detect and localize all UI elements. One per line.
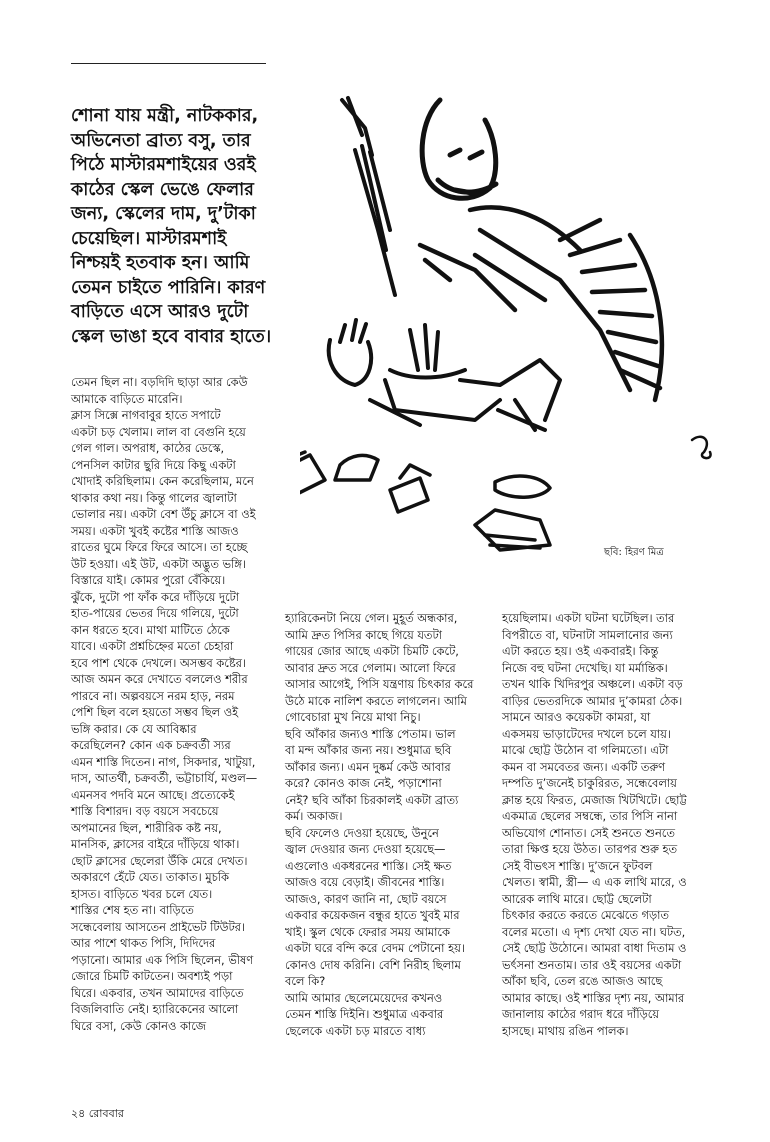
text-line: কান ধরতে হবে। মাথা মাটিতে ঠেকে xyxy=(71,622,230,637)
teacher-head xyxy=(422,100,496,198)
text-line: বিজলিবাতি নেই। হ্যারিকেনের আলো xyxy=(71,1002,239,1016)
text-line: খাই। স্কুল থেকে ফেরার সময় আমাকে xyxy=(285,924,450,939)
text-line: বলে কি? xyxy=(285,974,326,988)
text-line: করে? কোনও কাজ নেই, পড়াশোনা xyxy=(285,776,442,790)
text-line: সেই বীভৎস শাস্তি। দু’জনে ফুটবল xyxy=(502,858,653,873)
text-line: ঝুঁকে, দুটো পা ফাঁক করে দাঁড়িয়ে দুটো xyxy=(71,589,240,604)
text-line: সময়। একটা খুবই কষ্টের শাস্তি আজও xyxy=(71,523,239,538)
text-line: আমাকে বাড়িতে মারেনি। xyxy=(71,391,183,406)
text-line: আর পাশে থাকত পিসি, দিদিদের xyxy=(71,936,216,950)
text-line: ছবি আঁকার জন্যও শাস্তি পেতাম। ভাল xyxy=(285,726,456,741)
text-line: আঁকা ছবি, তেল রঙে আজও আছে xyxy=(502,974,663,988)
text-line: সেই ছোট্ট উঠোনে। আমরা বাধা দিতাম ও xyxy=(502,941,687,955)
text-line: দাস, আতর্থী, চক্রবর্তী, ভট্টাচার্যি, মণ্ডল— xyxy=(71,771,258,785)
text-line: জ্বাল দেওয়ার জন্য দেওয়া হয়েছে— xyxy=(285,842,446,856)
top-rule xyxy=(71,63,266,64)
text-line: ছোট ক্লাসের ছেলেরা উঁকি মেরে দেখত। xyxy=(71,853,248,868)
text-line: স্কেল ভাঙা হবে বাবার হাতে। xyxy=(71,326,272,347)
signature-mark xyxy=(692,437,711,458)
text-line: সন্ধেবেলায় আসতেন প্রাইভেট টিউটর। xyxy=(71,919,246,934)
text-line: বা মন্দ আঁকার জন্য নয়। শুধুমাত্র ছবি xyxy=(285,743,452,757)
text-line: নিশ্চয়ই হতবাক হন। আমি xyxy=(71,253,250,273)
raised-arm xyxy=(342,98,395,295)
text-line: বাড়ির ভেতরদিকে আমার দু’কামরা ঠেক। xyxy=(502,693,683,708)
text-line: কর্ম। অকাজ। xyxy=(285,809,343,823)
page-footer: ২৪ রোববার xyxy=(71,1107,124,1120)
text-line: তেমন শাস্তি দিইনি। শুধুমাত্র একবার xyxy=(285,1007,444,1021)
text-line: উট হওয়া। এই উট, একটা অদ্ভুত ভঙ্গি। xyxy=(71,556,246,571)
text-line: হয়েছিলাম। একটা ঘটনা ঘটেছিল। তার xyxy=(502,611,675,625)
text-line: ভর্ৎসনা শুনতাম। তার ওই বয়সের একটা xyxy=(502,957,682,972)
text-line: অভিনেতা ব্রাত্য বসু, তার xyxy=(71,130,251,151)
text-line: আমি আমার ছেলেমেয়েদের কখনও xyxy=(285,990,443,1005)
text-line: চেয়েছিল। মাস্টারমশাই xyxy=(71,228,227,249)
text-line: একবার কয়েকজন বন্ধুর হাতে খুবই মার xyxy=(285,908,460,922)
text-line: পেশি ছিল বলে হয়তো সম্ভব ছিল ওই xyxy=(71,705,239,719)
text-line: চিৎকার করতে করতে মেঝেতে গড়াত xyxy=(502,908,669,922)
text-line: একমাত্র ছেলের সম্বন্ধে, তার পিসি নানা xyxy=(502,809,678,823)
text-line: বাড়িতে এসে আরও দুটো xyxy=(71,302,249,322)
pull-quote xyxy=(71,104,311,349)
scattered-books xyxy=(300,452,550,550)
illustration xyxy=(300,80,740,560)
text-line: পেনসিল কাটার ছুরি দিয়ে কিছু একটা xyxy=(71,457,236,472)
text-line: রাতের ঘুমে ফিরে ফিরে আসে। তা হচ্ছে xyxy=(71,540,248,554)
text-line: আসার আগেই, পিসি যন্ত্রণায় চিৎকার করে xyxy=(285,677,474,691)
text-line: যাবে। একটা প্রশ্নচিহ্নের মতো চেহারা xyxy=(71,639,234,653)
text-line: পিঠে মাস্টারমশাইয়ের ওরই xyxy=(71,155,256,175)
text-line: আজও, কারণ জানি না, ছোট বয়সে xyxy=(285,891,447,906)
text-line: থাকার কথা নয়। কিন্তু গালের জ্বালাটা xyxy=(71,490,237,505)
text-line: জন্য, স্কেলের দাম, দু’টাকা xyxy=(71,204,256,224)
text-line: এমন শাস্তি দিতেন। নাগ, সিকদার, খাটুয়া, xyxy=(71,754,256,769)
text-line: আরেক লাথি মারে। ছোট্ট ছেলেটা xyxy=(502,891,652,906)
text-line: তেমন ছিল না। বড়দিদি ছাড়া আর কেউ xyxy=(71,375,248,389)
text-line: কোনও দোষ করিনি। বেশি নিরীহ ছিলাম xyxy=(285,957,461,972)
text-line: এটা করতে হয়। ওই একবারই। কিন্তু xyxy=(502,644,659,658)
text-line: অপমানের ছিল, শারীরিক কষ্ট নয়, xyxy=(71,820,222,835)
text-line: ভোলার নয়। একটা বেশ উঁচু ক্লাসে বা ওই xyxy=(71,507,256,521)
text-line: মাঝে ছোট্ট উঠোন বা গলিমতো। এটা xyxy=(502,743,669,757)
text-line: খোদাই করিছিলাম। কেন করেছিলাম, মনে xyxy=(71,474,254,488)
text-line: তেমন চাইতে পারিনি। কারণ xyxy=(71,277,266,298)
text-line: বিস্তারে যাই। কোমর পুরো বেঁকিয়ে। xyxy=(71,573,226,587)
text-line: একটা ঘরে বন্দি করে বেদম পেটানো হয়। xyxy=(285,941,465,955)
text-line: আমার কাছে। ওই শাস্তির দৃশ্য নয়, আমার xyxy=(502,990,685,1005)
text-line: আজও বয়ে বেড়াই। জীবনের শাস্তি। xyxy=(285,875,445,889)
text-line: একসময় ভাড়াটেদের দখলে চলে যায়। xyxy=(502,726,671,741)
text-line: দম্পতি দু’জনেই চাকুরিরত, সন্ধেবেলায় xyxy=(502,776,677,790)
text-line: মানসিক, ক্লাসের বাইরে দাঁড়িয়ে থাকা। xyxy=(71,837,240,851)
text-line: গোবেচারা মুখ নিয়ে মাথা নিচু। xyxy=(285,710,421,724)
text-line: হাসত। বাড়িতে খবর চলে যেত। xyxy=(71,886,213,901)
text-line: গায়ের জোর আছে একটা চিমটি কেটে, xyxy=(285,644,459,658)
text-line: অভিযোগ শোনাত। সেই শুনতে শুনতে xyxy=(502,825,675,840)
text-line: জানালায় কাঠের গরাদ ধরে দাঁড়িয়ে xyxy=(502,1007,659,1021)
text-line: হবে পাশ থেকে দেখলে। অসম্ভব কষ্টের। xyxy=(71,655,246,670)
text-line: আঁকার জন্য। এমন দুষ্কর্ম কেউ আবার xyxy=(285,759,451,774)
text-line: কমন বা সমবেতর জন্য। একটি তরুণ xyxy=(502,759,666,774)
text-line: পারবে না। অল্পবয়সে নরম হাড়, নরম xyxy=(71,688,235,703)
text-line: তখন থাকি খিদিরপুর অঞ্চলে। একটা বড় xyxy=(502,677,683,691)
text-line: কাঠের স্কেল ভেঙে ফেলার xyxy=(71,179,254,200)
text-line: বলের মতো। এ দৃশ্য দেখা যেত না। ঘটত, xyxy=(502,924,686,939)
text-line: করেছিলেন? কোন এক চক্রবর্তী স্যর xyxy=(71,738,231,752)
text-line: ছেলেকে একটা চড় মারতে বাধ্য xyxy=(285,1023,426,1038)
article-column-3 xyxy=(502,610,707,1039)
text-line: নিজে বহু ঘটনা দেখেছি। যা মর্মান্তিক। xyxy=(502,660,668,675)
text-line: ভঙ্গি করার। কে যে আবিষ্কার xyxy=(71,721,197,736)
text-line: শাস্তি বিশারদ। বড় বয়সে সবচেয়ে xyxy=(71,804,219,818)
illustration-credit: ছবি: হিরণ মিত্র xyxy=(604,547,664,558)
text-line: ঘিরে বসা, কেউ কোনও কাজে xyxy=(71,1018,206,1033)
article-column-2 xyxy=(285,610,490,1039)
text-line: এমনসব পদবি মনে আছে। প্রত্যেকেই xyxy=(71,787,235,802)
text-line: গেল গাল। অপরাধ, কাঠের ডেস্কে, xyxy=(71,441,225,455)
text-line: অকারণে হেঁটে যেত। তাকাত। মুচকি xyxy=(71,870,229,884)
text-line: বিপরীতে বা, ঘটনাটা সামলানোর জন্য xyxy=(502,627,673,642)
text-line: আবার দ্রুত সরে গেলাম। আলো ফিরে xyxy=(285,660,456,675)
text-line: এগুলোও একধরনের শাস্তি। সেই ক্ষত xyxy=(285,858,452,873)
text-line: সামনে আরও কয়েকটা কামরা, যা xyxy=(502,710,651,724)
text-line: ছবি ফেলেও দেওয়া হয়েছে, উনুনে xyxy=(285,825,439,840)
text-line: আমি দ্রুত পিসির কাছে গিয়ে যতটা xyxy=(285,627,442,642)
text-line: শাস্তির শেষ হত না। বাড়িতে xyxy=(71,903,194,917)
text-line: ক্লাস সিক্সে নাগবাবুর হাতে সপাটে xyxy=(71,408,221,422)
text-line: আজ অমন করে দেখাতে বললেও শরীর xyxy=(71,672,248,686)
text-line: হাত-পায়ের ভেতর দিয়ে গলিয়ে, দুটো xyxy=(71,606,239,620)
child-figure xyxy=(329,320,560,430)
article-column-1 xyxy=(71,374,276,1034)
text-line: উঠে মাকে নালিশ করতে লাগলেন। আমি xyxy=(285,693,467,708)
text-line: জোরে চিমটি কাটতেন। অবশ্যই পড়া xyxy=(71,969,233,983)
text-line: খেলত। স্বামী, স্ত্রী— এ এক লাথি মারে, ও xyxy=(502,875,687,889)
text-line: শোনা যায় মন্ত্রী, নাটককার, xyxy=(71,106,259,126)
text-line: একটা চড় খেলাম। লাল বা বেগুনি হয়ে xyxy=(71,424,246,439)
text-line: হ্যারিকেনটা নিয়ে গেল। মুহূর্ত অন্ধকার, xyxy=(285,611,458,625)
text-line: নেই? ছবি আঁকা চিরকালই একটা ব্রাত্য xyxy=(285,792,459,807)
text-line: তারা ক্ষিপ্ত হয়ে উঠত। তারপর শুরু হত xyxy=(502,842,678,856)
text-line: ঘিরে। একবার, তখন আমাদের বাড়িতে xyxy=(71,985,244,1000)
text-line: ক্লান্ত হয়ে ফিরত, মেজাজ খিটখিটে। ছোট্ট xyxy=(502,792,687,807)
text-line: পড়ানো। আমার এক পিসি ছিলেন, ভীষণ xyxy=(71,952,254,967)
text-line: হাসছে। মাথায় রঙিন পালক। xyxy=(502,1023,629,1038)
